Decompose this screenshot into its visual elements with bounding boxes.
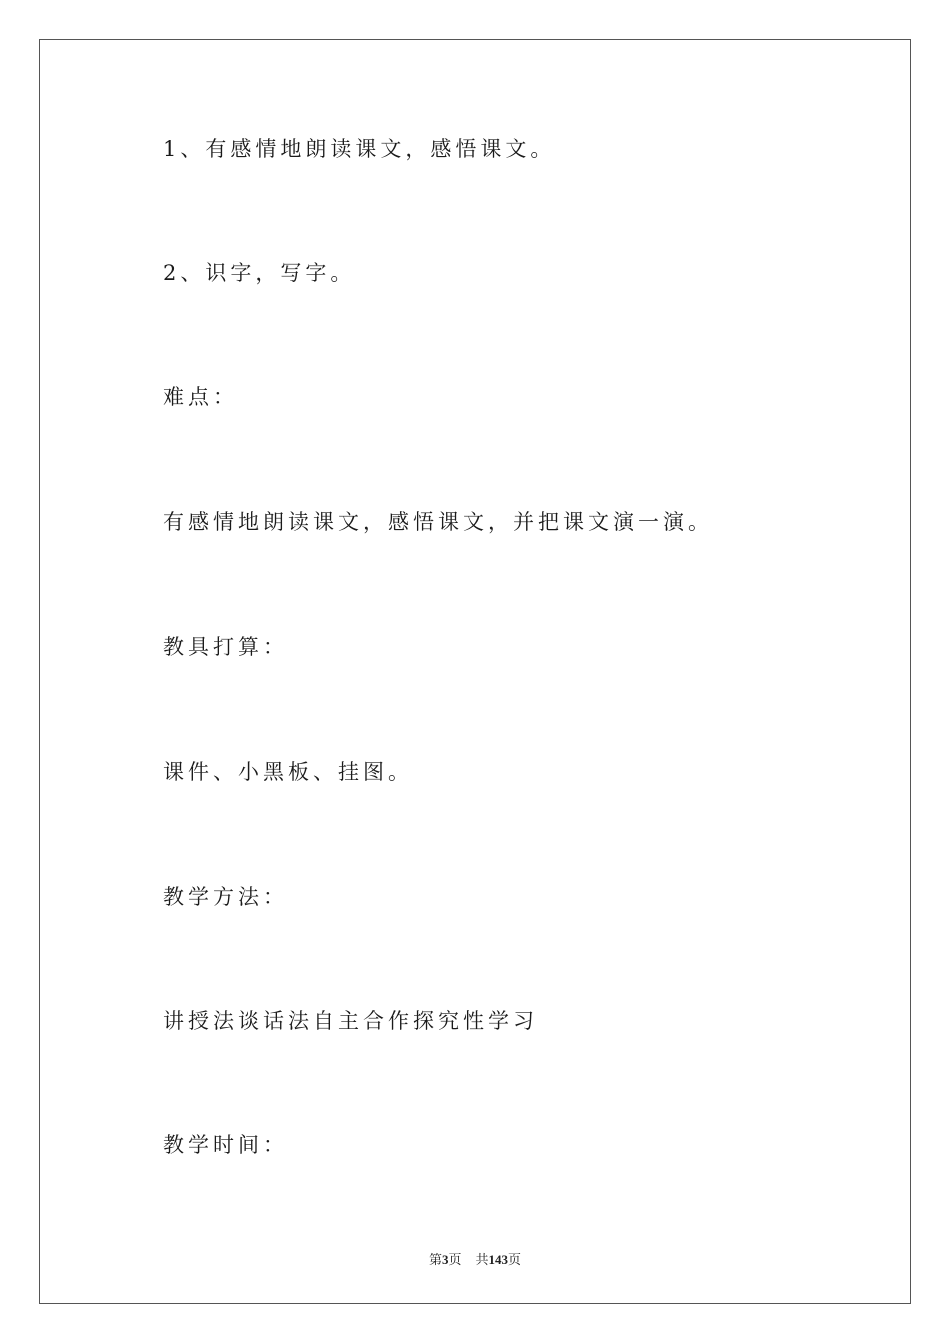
- page-border: [39, 39, 911, 1304]
- teaching-time-heading: 教学时间：: [163, 1133, 288, 1157]
- page-footer: [0, 1249, 950, 1268]
- teaching-aids-text: 课件、小黑板、挂图。: [163, 760, 413, 784]
- difficulty-heading: 难点：: [163, 385, 238, 409]
- difficulty-text: 有感情地朗读课文，感悟课文，并把课文演一演。: [163, 510, 713, 534]
- teaching-method-text: 讲授法谈话法自主合作探究性学习: [163, 1009, 538, 1033]
- page-prefix: 第: [428, 1252, 442, 1267]
- objective-item-1: 1、有感情地朗读课文，感悟课文。: [163, 137, 556, 161]
- teaching-method-heading: 教学方法：: [163, 885, 288, 909]
- total-prefix: 共: [475, 1252, 489, 1267]
- total-suffix: 页: [508, 1252, 522, 1267]
- teaching-aids-heading: 教具打算：: [163, 635, 288, 659]
- page-suffix: 页: [448, 1252, 462, 1267]
- objective-item-2: 2、识字，写字。: [163, 261, 356, 285]
- page-number: 3: [441, 1252, 449, 1267]
- total-pages: 143: [488, 1252, 509, 1267]
